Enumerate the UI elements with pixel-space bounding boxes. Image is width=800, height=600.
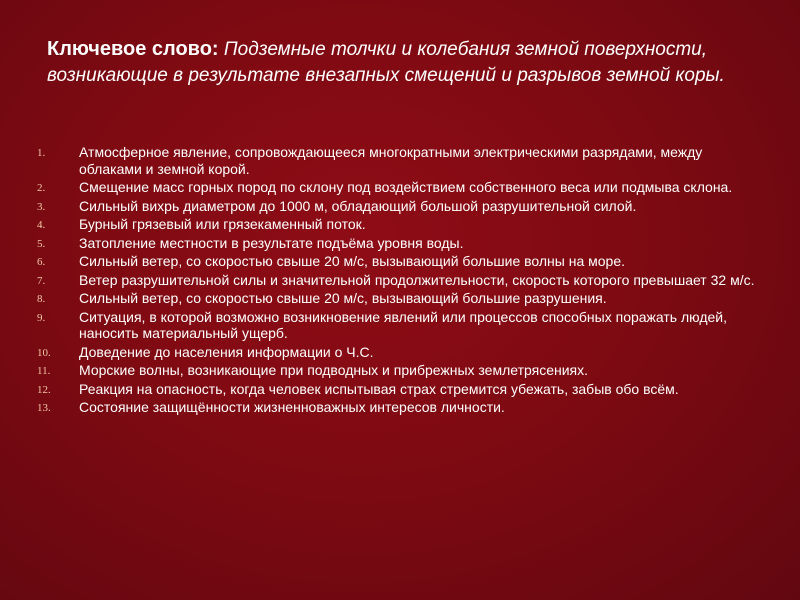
list-item bbox=[37, 272, 767, 289]
list-item bbox=[37, 179, 767, 196]
item-number: 3. bbox=[37, 200, 46, 213]
item-number: 12. bbox=[37, 383, 51, 396]
item-text: Ситуация, в которой возможно возникновение явлений или процессов способных поражать людей, наносить материальный ущерб. bbox=[79, 308, 728, 341]
item-number: 5. bbox=[37, 237, 46, 250]
list-item bbox=[37, 290, 767, 307]
item-text: Сильный ветер, со скоростью свыше 20 м/с, вызывающий большие разрушения. bbox=[79, 290, 607, 306]
item-text: Затопление местности в результате подъёма уровня воды. bbox=[79, 234, 464, 251]
item-text: Атмосферное явление, сопровождающееся многократными электрическими разрядами, между облаками и земной корой. bbox=[79, 144, 703, 177]
list-item bbox=[37, 362, 767, 379]
item-number: 9. bbox=[37, 311, 46, 324]
list-item bbox=[37, 144, 767, 177]
list-item bbox=[37, 253, 767, 270]
item-text: Доведение до населения информации о Ч.С. bbox=[79, 343, 374, 360]
keyword-label: Ключевое слово: bbox=[47, 38, 219, 60]
item-number: 2. bbox=[37, 182, 46, 194]
list-item bbox=[37, 399, 767, 416]
item-text: Смещение масс горных пород по склону под воздействием собственного веса или подмыва склона. bbox=[79, 179, 733, 195]
item-number: 7. bbox=[37, 274, 46, 287]
item-number: 1. bbox=[37, 147, 46, 159]
item-text: Морские волны, возникающие при подводных и прибрежных землетрясениях. bbox=[79, 362, 589, 378]
item-text: Состояние защищённости жизненноважных интересов личности. bbox=[79, 399, 505, 415]
list-item bbox=[37, 309, 767, 342]
item-number: 13. bbox=[37, 402, 51, 414]
item-number: 4. bbox=[37, 219, 46, 231]
list-item bbox=[37, 344, 767, 361]
keyword-heading bbox=[47, 36, 767, 89]
list-item bbox=[37, 198, 767, 215]
item-text: Сильный ветер, со скоростью свыше 20 м/с, вызывающий большие волны на море. bbox=[79, 253, 626, 269]
item-number: 8. bbox=[37, 293, 46, 305]
definitions-list bbox=[37, 144, 767, 418]
item-number: 10. bbox=[37, 346, 51, 359]
item-text: Сильный вихрь диаметром до 1000 м, обладающий большой разрушительной силой. bbox=[79, 197, 637, 214]
keyword-definition: Подземные толчки и колебания земной поверхности, возникающие в результате внезапных смещений и разрывов земной коры. bbox=[47, 39, 725, 86]
item-number: 11. bbox=[37, 365, 51, 377]
list-item bbox=[37, 216, 767, 233]
item-text: Ветер разрушительной силы и значительной продолжительности, скорость которого превышает 32 м/с. bbox=[79, 271, 755, 288]
item-text: Бурный грязевый или грязекаменный поток. bbox=[79, 216, 366, 232]
list-item bbox=[37, 381, 767, 398]
item-text: Реакция на опасность, когда человек испытывая страх стремится убежать, забыв обо всём. bbox=[79, 380, 679, 397]
list-item bbox=[37, 235, 767, 252]
item-number: 6. bbox=[37, 256, 46, 268]
